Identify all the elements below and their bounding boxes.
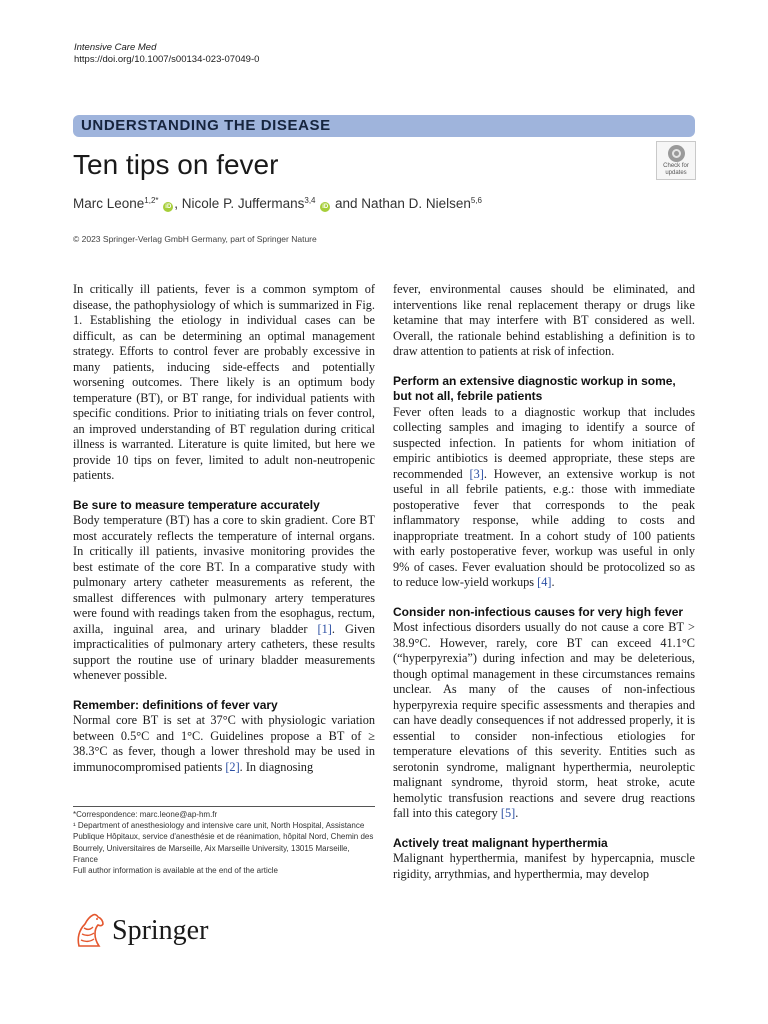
author-affiliation-marker: 1,2* bbox=[144, 196, 159, 205]
check-updates-label: Check for updates bbox=[663, 163, 689, 176]
author-name: and Nathan D. Nielsen bbox=[335, 196, 471, 211]
copyright-notice: © 2023 Springer-Verlag GmbH Germany, part of Springer Nature bbox=[73, 234, 317, 244]
body-paragraph: Fever often leads to a diagnostic workup that includes collecting samples and imaging to identify a source of suspected infection. In patients for whom initiation of empiric antibiotics is deemed appropriate, these steps are recommended [3]. However, an extensive workup is not useful in all febrile patients, e.g.: those with immediate postoperative fever that corresponds to the peak inflammatory response, while adding to costs and inappropriate treatment. In a cohort study of 100 patients with early postoperative fever, workup was useful in only 9% of cases. Fever evaluation should be protocolized so as to reduce low-yield workups [4]. bbox=[393, 404, 695, 589]
citation-link[interactable]: [5] bbox=[500, 806, 516, 820]
orcid-icon[interactable]: iD bbox=[165, 204, 172, 210]
section-heading: Perform an extensive diagnostic workup in some, but not all, febrile patients bbox=[393, 373, 676, 403]
section-heading: Be sure to measure temperature accurately bbox=[73, 497, 320, 512]
right-column bbox=[393, 282, 695, 882]
footnotes bbox=[73, 809, 375, 876]
orcid-icon[interactable]: iD bbox=[322, 204, 329, 210]
author-info-note: Full author information is available at the end of the article bbox=[73, 866, 279, 876]
author-affiliation-marker: 3,4 bbox=[304, 196, 316, 205]
check-for-updates-button[interactable] bbox=[656, 141, 696, 180]
correspondence-note: *Correspondence: marc.leone@ap-hm.fr bbox=[73, 810, 218, 819]
citation-link[interactable]: [1] bbox=[317, 621, 332, 636]
section-heading: Remember: definitions of fever vary bbox=[73, 697, 278, 712]
article-title: Ten tips on fever bbox=[73, 149, 279, 180]
doi-link[interactable]: https://doi.org/10.1007/s00134-023-07049-0 bbox=[74, 54, 260, 65]
affiliation-note: ¹ Department of anesthesiology and intensive care unit, North Hospital, Assistance Publique Hôpitaux, service d'anesthésie et de réanimation, hôpital Nord, Chemin des Bourrely, Universitaires de Marseille, Aix Marseille University, 13015 Marseille, France bbox=[73, 821, 374, 864]
author-name: Marc Leone bbox=[73, 196, 145, 211]
section-heading: Consider non-infectious causes for very high fever bbox=[393, 604, 684, 619]
body-paragraph: Malignant hyperthermia, manifest by hypercapnia, muscle rigidity, arrythmias, and hyperthermia, may develop bbox=[393, 851, 695, 881]
springer-horse-icon bbox=[73, 912, 107, 948]
section-label: UNDERSTANDING THE DISEASE bbox=[81, 117, 331, 134]
footnote-divider bbox=[73, 806, 375, 807]
journal-name: Intensive Care Med bbox=[74, 42, 157, 53]
body-paragraph: Normal core BT is set at 37°C with physiologic variation between 0.5°C and 1°C. Guidelines propose a BT of ≥ 38.3°C as fever, though a lower threshold may be used in immunocompromised patients [2]. In diagnosing bbox=[73, 713, 375, 774]
check-updates-icon bbox=[668, 145, 685, 162]
body-paragraph: Most infectious disorders usually do not cause a core BT > 38.9°C. However, rarely, core BT can exceed 41.1°C (“hyperpyrexia”) during infection and may be deleterious, though optimal management in these circumstances remains unclear. As many of the causes of non-infectious hyperpyrexia require specific assessments and therapies and can have deadly consequences if not addressed properly, it is essential to consider non-infectious etiologies for temperature elevations of this severity. Entities such as serotonin syndrome, malignant hyperthermia, neuroleptic malignant syndrome, thyroid storm, heat stroke, acute hemolytic transfusion reactions and severe drug reactions fall into this category [5]. bbox=[393, 620, 695, 820]
body-paragraph: Body temperature (BT) has a core to skin gradient. Core BT most accurately reflects the temperature of internal organs. In critically ill patients, invasive monitoring provides the best estimate of the core BT. In a comparative study with pulmonary artery catheter measurements as referent, the smallest differences with pulmonary artery temperatures were found with readings taken from the esophagus, rectum, axilla, inguinal area, and urinary bladder [1]. Given impracticalities of pulmonary artery catheters, these results support the routine use of urinary bladder measurements whenever possible. bbox=[73, 513, 375, 682]
author-name: , Nicole P. Juffermans bbox=[174, 196, 305, 211]
citation-link[interactable]: [3] bbox=[469, 466, 484, 481]
author-affiliation-marker: 5,6 bbox=[470, 196, 482, 205]
author-list bbox=[73, 196, 482, 212]
publisher-name: Springer bbox=[112, 915, 209, 946]
intro-paragraph: In critically ill patients, fever is a common symptom of disease, the pathophysiology of which is summarized in Fig. 1. Establishing the etiology in individual cases can be difficult, as can be determining an optimal management strategy. Efforts to control fever are probably excessive in many patients, inducing side-effects and potentially worsening outcomes. There likely is an optimum body temperature (BT), or BT range, for individual patients with specific conditions. Prior to initiating trials on fever control, an improved understanding of BT regulation during critical illness is warranted. Literature is quite limited, but here we provide 10 tips on fever, limited to adult non-neutropenic patients. bbox=[73, 282, 375, 482]
citation-link[interactable]: [4] bbox=[537, 575, 552, 589]
body-paragraph: fever, environmental causes should be eliminated, and interventions like renal replacement therapy or drugs like ketamine that may interfere with BT considered as well. Overall, the rationale behind establishing a definition is to draw attention to patients at risk of infection. bbox=[393, 282, 695, 358]
section-banner bbox=[73, 115, 695, 137]
springer-logo bbox=[73, 912, 223, 952]
citation-link[interactable]: [2] bbox=[225, 759, 240, 774]
left-column bbox=[73, 282, 375, 775]
section-heading: Actively treat malignant hyperthermia bbox=[393, 835, 608, 850]
